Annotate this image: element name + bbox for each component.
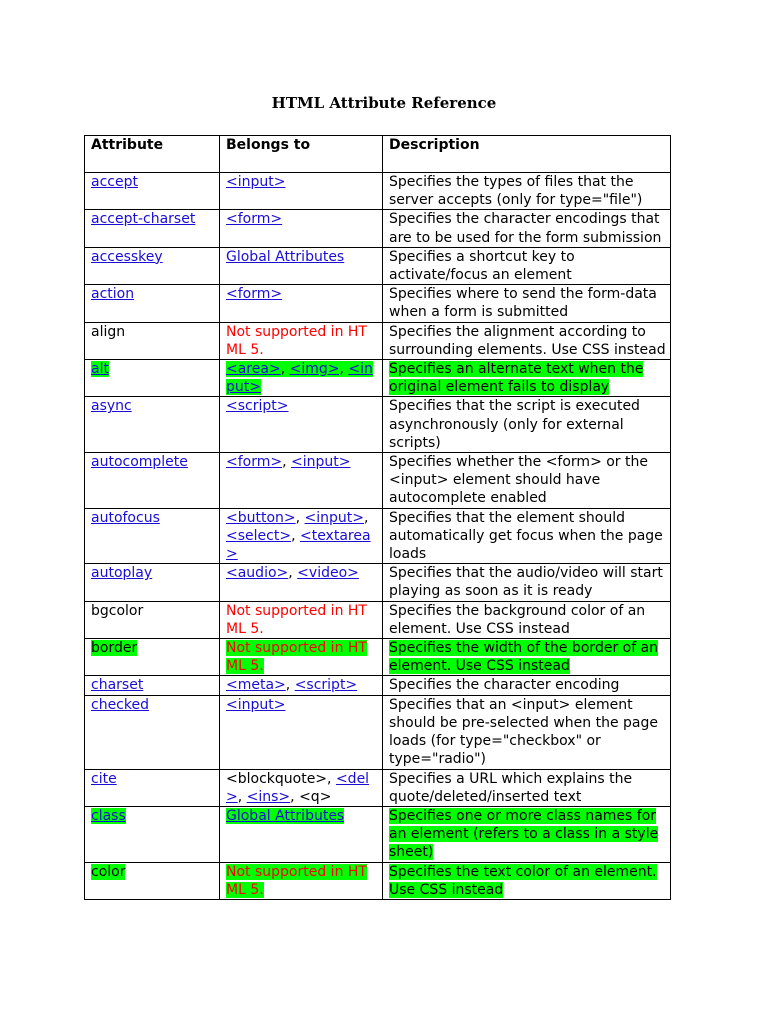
separator-text: ,	[288, 565, 298, 582]
attribute-name[interactable]: action	[91, 286, 135, 303]
attribute-cell	[85, 210, 220, 247]
description-text: Specifies that an <input> element should be pre-selected when the page loads (for type="checkbox" or type="radio")	[389, 696, 658, 768]
attribute-name: bgcolor	[91, 602, 144, 619]
belongs-to-cell	[220, 601, 383, 638]
description-text: Specifies a shortcut key to activate/focus an element	[389, 248, 575, 284]
attribute-name[interactable]: class	[91, 807, 126, 824]
description-text: Specifies the types of files that the server accepts (only for type="file")	[389, 174, 643, 209]
attribute-cell	[85, 564, 220, 601]
belongs-to-cell	[220, 210, 383, 247]
belongs-to-cell	[220, 173, 383, 210]
description-text: Specifies where to send the form-data when a form is submitted	[389, 286, 657, 321]
description-cell	[383, 210, 671, 247]
attribute-cell	[85, 453, 220, 509]
description-text: Specifies the character encodings that are to be used for the form submission	[389, 211, 662, 246]
belongs-to-cell	[220, 639, 383, 676]
element-link[interactable]: <input>	[226, 174, 286, 190]
description-cell	[383, 360, 671, 397]
description-cell	[383, 285, 671, 322]
page-title: HTML Attribute Reference	[271, 94, 497, 112]
element-link[interactable]: Global Attributes	[226, 248, 345, 265]
element-link[interactable]: <input>	[226, 361, 373, 396]
attribute-name[interactable]: charset	[91, 677, 144, 694]
attribute-cell	[85, 862, 220, 899]
description-cell	[383, 322, 671, 359]
element-link[interactable]: <input>	[291, 454, 351, 471]
description-text: Specifies whether the <form> or the <input> element should have autocomplete enabled	[389, 454, 648, 507]
element-link[interactable]: <video>	[297, 565, 359, 582]
attribute-name[interactable]: autofocus	[91, 509, 160, 526]
table-row	[85, 397, 671, 453]
description-cell	[383, 639, 671, 676]
belongs-to-cell	[220, 695, 383, 769]
table-row	[85, 322, 671, 359]
belongs-to-cell	[220, 508, 383, 564]
element-link[interactable]: <area>	[226, 361, 281, 378]
description-cell	[383, 601, 671, 638]
header-description: Description	[383, 136, 671, 173]
description-text: Specifies that the script is executed asynchronously (only for external scripts)	[389, 398, 640, 451]
separator-text: ,	[290, 788, 300, 805]
description-cell	[383, 173, 671, 210]
element-link[interactable]: <del>	[226, 770, 370, 805]
attribute-cell	[85, 639, 220, 676]
element-link[interactable]: <form>	[226, 454, 283, 471]
table-row	[85, 453, 671, 509]
belongs-to-cell	[220, 769, 383, 806]
belongs-to-cell	[220, 285, 383, 322]
table-row	[85, 173, 671, 210]
attribute-name: align	[91, 323, 126, 340]
description-text: Specifies the background color of an element. Use CSS instead	[389, 602, 646, 637]
element-link[interactable]: <meta>	[226, 677, 286, 694]
element-link[interactable]: <script>	[294, 677, 358, 694]
table-row	[85, 639, 671, 676]
attribute-name[interactable]: async	[91, 398, 132, 415]
element-link[interactable]: <button>	[226, 509, 296, 526]
attribute-name[interactable]: cite	[91, 770, 117, 787]
attribute-cell	[85, 508, 220, 564]
description-text: Specifies the alignment according to surrounding elements. Use CSS instead	[389, 323, 666, 358]
attribute-cell	[85, 247, 220, 284]
separator-text: ,	[291, 527, 300, 544]
element-link[interactable]: <form>	[226, 211, 283, 228]
attribute-name[interactable]: checked	[91, 696, 149, 713]
table-row	[85, 806, 671, 862]
header-belongs-to: Belongs to	[220, 136, 383, 173]
belongs-to-cell	[220, 564, 383, 601]
description-cell	[383, 676, 671, 695]
table-row	[85, 695, 671, 769]
not-supported-note: Not supported in HTML 5.	[226, 602, 367, 637]
attribute-name[interactable]: autoplay	[91, 565, 153, 582]
description-text: Specifies the character encoding	[389, 677, 620, 694]
belongs-to-cell	[220, 247, 383, 284]
attribute-name[interactable]: alt	[91, 361, 109, 378]
attribute-cell	[85, 769, 220, 806]
description-cell	[383, 862, 671, 899]
attribute-name: border	[91, 640, 138, 657]
separator-text: <blockquote>	[226, 770, 328, 787]
header-attribute: Attribute	[85, 136, 220, 173]
description-text: Specifies the width of the border of an element. Use CSS instead	[389, 640, 659, 675]
attribute-name[interactable]: autocomplete	[91, 454, 188, 471]
element-link[interactable]: <img>	[289, 361, 340, 378]
attribute-cell	[85, 322, 220, 359]
description-cell	[383, 508, 671, 564]
attribute-cell	[85, 695, 220, 769]
separator-text: ,	[280, 361, 290, 378]
attribute-cell	[85, 285, 220, 322]
element-link[interactable]: <input>	[304, 509, 365, 526]
belongs-to-cell	[220, 862, 383, 899]
not-supported-note: Not supported in HTML 5.	[226, 640, 367, 675]
description-cell	[383, 397, 671, 453]
attribute-name: color	[91, 863, 126, 880]
attribute-cell	[85, 601, 220, 638]
separator-text: ,	[285, 677, 295, 694]
attribute-cell	[85, 397, 220, 453]
description-cell	[383, 247, 671, 284]
description-text: Specifies the text color of an element. Use CSS instead	[389, 863, 657, 898]
description-cell	[383, 769, 671, 806]
attribute-table	[84, 135, 671, 900]
description-cell	[383, 806, 671, 862]
table-row	[85, 601, 671, 638]
attribute-cell	[85, 806, 220, 862]
table-row	[85, 247, 671, 284]
attribute-cell	[85, 173, 220, 210]
separator-text: ,	[327, 770, 336, 787]
separator-text: ,	[237, 788, 247, 805]
element-link[interactable]: <script>	[226, 398, 289, 415]
description-cell	[383, 453, 671, 509]
description-text: Specifies a URL which explains the quote/deleted/inserted text	[389, 770, 633, 805]
element-link[interactable]: <form>	[226, 286, 283, 303]
attribute-name[interactable]: accept	[91, 174, 138, 190]
separator-text: <q>	[299, 788, 332, 805]
table-row	[85, 769, 671, 806]
attribute-name[interactable]: accept-charset	[91, 211, 196, 228]
table-row	[85, 508, 671, 564]
table-row	[85, 862, 671, 899]
attribute-name[interactable]: accesskey	[91, 248, 163, 265]
description-text: Specifies an alternate text when the original element fails to display	[389, 361, 644, 396]
separator-text: ,	[282, 454, 292, 471]
table-row	[85, 285, 671, 322]
belongs-to-cell	[220, 322, 383, 359]
separator-text: ,	[364, 509, 369, 526]
description-text: Specifies that the element should automatically get focus when the page loads	[389, 509, 663, 563]
description-text: Specifies one or more class names for an element (refers to a class in a style sheet)	[389, 807, 659, 861]
element-link[interactable]: <select>	[226, 527, 292, 544]
table-row	[85, 676, 671, 695]
belongs-to-cell	[220, 360, 383, 397]
attribute-cell	[85, 676, 220, 695]
belongs-to-cell	[220, 806, 383, 862]
table-row	[85, 564, 671, 601]
element-link[interactable]: <input>	[226, 696, 286, 713]
description-text: Specifies that the audio/video will start playing as soon as it is ready	[389, 565, 663, 600]
table-row	[85, 360, 671, 397]
description-cell	[383, 564, 671, 601]
separator-text: ,	[339, 361, 349, 378]
belongs-to-cell	[220, 676, 383, 695]
attribute-cell	[85, 360, 220, 397]
table-row	[85, 210, 671, 247]
table-header-row	[85, 136, 671, 173]
not-supported-note: Not supported in HTML 5.	[226, 863, 367, 898]
not-supported-note: Not supported in HTML 5.	[226, 323, 367, 358]
element-link[interactable]: <textarea>	[226, 527, 371, 563]
belongs-to-cell	[220, 397, 383, 453]
element-link[interactable]: <ins>	[246, 788, 291, 805]
element-link[interactable]: Global Attributes	[226, 807, 345, 824]
table-body	[85, 173, 671, 900]
separator-text: ,	[295, 509, 305, 526]
description-cell	[383, 695, 671, 769]
element-link[interactable]: <audio>	[226, 565, 289, 582]
belongs-to-cell	[220, 453, 383, 509]
